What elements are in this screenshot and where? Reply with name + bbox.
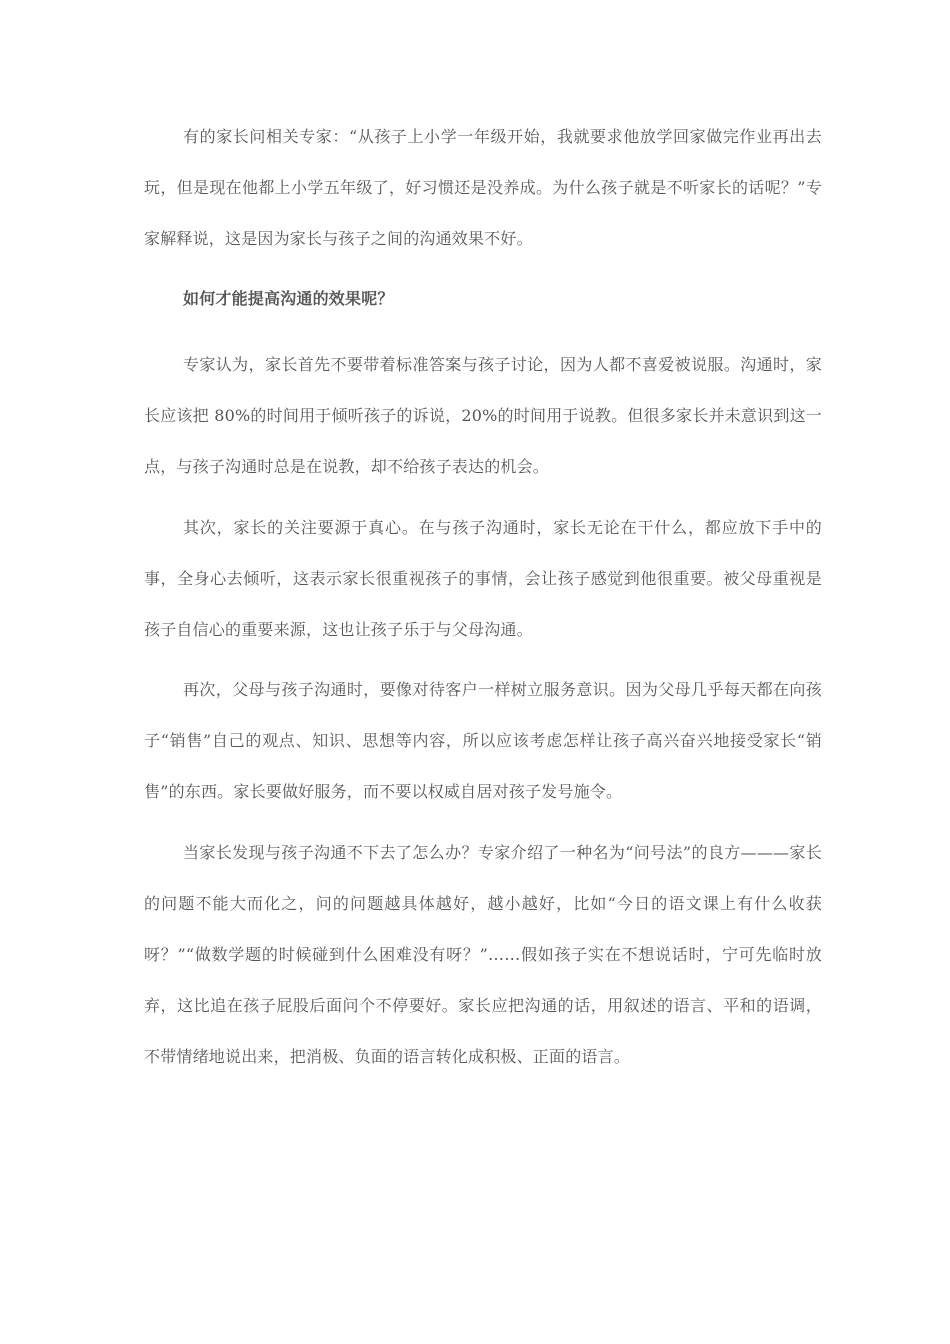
paragraph-first-point-block (144, 339, 822, 492)
paragraph-third-point: 再次，父母与孩子沟通时，要像对待客户一样树立服务意识。因为父母几乎每天都在向孩子“销售”自己的观点、知识、思想等内容，所以应该考虑怎样让孩子高兴奋兴地接受家长“销售”的东西。家长要做好服务，而不要以权威自居对孩子发号施令。 (144, 680, 822, 801)
paragraph-question-method: 当家长发现与孩子沟通不下去了怎么办？专家介绍了一种名为“问号法”的良方———家长的问题不能大而化之，问的问题越具体越好，越小越好，比如“今日的语文课上有什么收获呀？”“做数学题的时候碰到什么困难没有呀？”……假如孩子实在不想说话时，宁可先临时放弃，这比追在孩子屁股后面问个不停要好。家长应把沟通的话，用叙述的语言、平和的语调，不带情绪地说出来，把消极、负面的语言转化成积极、正面的语言。 (144, 843, 822, 1066)
paragraph-intro-block (144, 111, 822, 264)
paragraph-intro: 有的家长问相关专家：“从孩子上小学一年级开始，我就要求他放学回家做完作业再出去玩，但是现在他都上小学五年级了，好习惯还是没养成。为什么孩子就是不听家长的话呢？”专家解释说，这是因为家长与孩子之间的沟通效果不好。 (144, 127, 822, 248)
paragraph-second-point: 其次，家长的关注要源于真心。在与孩子沟通时，家长无论在干什么，都应放下手中的事，全身心去倾听，这表示家长很重视孩子的事情，会让孩子感觉到他很重要。被父母重视是孩子自信心的重要来源，这也让孩子乐于与父母沟通。 (144, 518, 822, 639)
section-heading: 如何才能提高沟通的效果呢？ (183, 289, 394, 308)
section-heading-block (144, 273, 822, 324)
paragraph-question-method-block (144, 827, 822, 1082)
paragraph-first-point: 专家认为，家长首先不要带着标准答案与孩子讨论，因为人都不喜爱被说服。沟通时，家长应该把 80%的时间用于倾听孩子的诉说，20%的时间用于说教。但很多家长并未意识到这一点，与孩子沟通时总是在说教，却不给孩子表达的机会。 (144, 355, 822, 476)
paragraph-second-point-block (144, 502, 822, 655)
paragraph-third-point-block (144, 664, 822, 817)
